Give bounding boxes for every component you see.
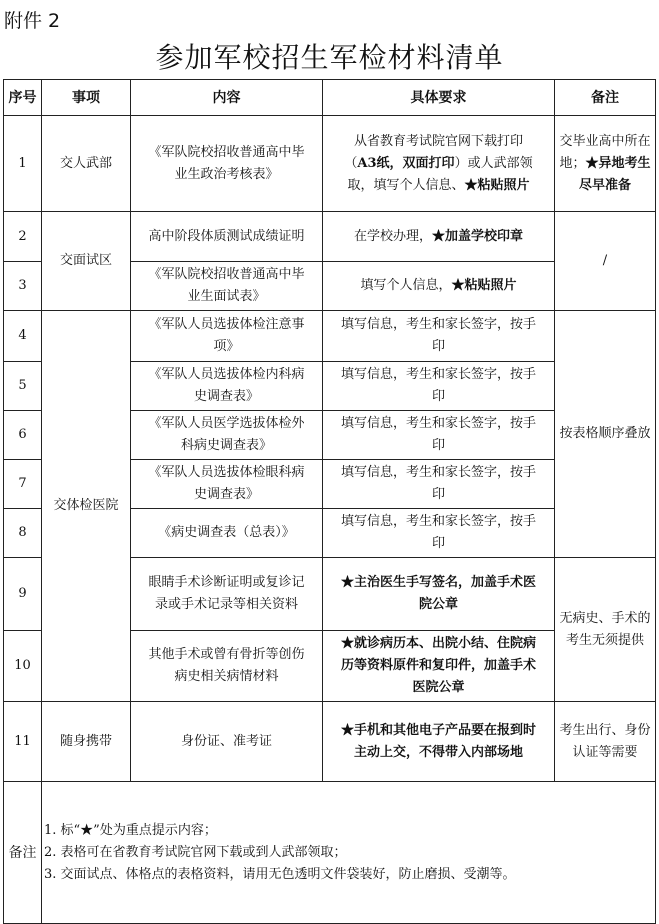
notes-label: 备注 bbox=[4, 782, 42, 924]
remark-cell: 无病史、手术的考生无须提供 bbox=[555, 558, 656, 702]
content-cell: 其他手术或曾有骨折等创伤病史相关病情材料 bbox=[131, 631, 323, 702]
requirement-text: ）或人武部领取，填写个人信息、 bbox=[347, 155, 533, 193]
row-number: 4 bbox=[4, 311, 42, 362]
content-cell: 《军队人员选拔体检眼科病史调查表》 bbox=[131, 460, 323, 509]
requirement-cell bbox=[323, 212, 555, 262]
remark-cell: / bbox=[555, 212, 656, 311]
requirement-cell: 填写信息，考生和家长签字，按手印 bbox=[323, 362, 555, 411]
requirement-text: 在学校办理， bbox=[353, 228, 432, 244]
row-number: 6 bbox=[4, 411, 42, 460]
table-row bbox=[4, 702, 656, 782]
content-cell: 《军队人员选拔体检注意事项》 bbox=[131, 311, 323, 362]
table-header-row bbox=[4, 80, 656, 116]
requirement-highlight: A3纸，双面打印 bbox=[357, 155, 455, 171]
row-number: 8 bbox=[4, 509, 42, 558]
table-row bbox=[4, 212, 656, 262]
requirement-highlight: ★粘贴照片 bbox=[464, 177, 530, 193]
note-item: 3. 交面试点、体格点的表格资料，请用无色透明文件袋装好，防止磨损、受潮等。 bbox=[44, 866, 516, 882]
requirement-cell: ★手机和其他电子产品要在报到时主动上交，不得带入内部场地 bbox=[323, 702, 555, 782]
remark-highlight: ★异地考生尽早准备 bbox=[578, 155, 651, 193]
row-number: 10 bbox=[4, 631, 42, 702]
requirement-cell bbox=[323, 262, 555, 311]
remark-cell bbox=[555, 116, 656, 212]
group-submit-armed-forces: 交人武部 bbox=[42, 116, 131, 212]
content-cell: 《军队人员医学选拔体检外科病史调查表》 bbox=[131, 411, 323, 460]
content-cell: 《军队人员选拔体检内科病史调查表》 bbox=[131, 362, 323, 411]
content-cell: 身份证、准考证 bbox=[131, 702, 323, 782]
content-cell: 高中阶段体质测试成绩证明 bbox=[131, 212, 323, 262]
header-requirement: 具体要求 bbox=[323, 80, 555, 116]
group-submit-interview: 交面试区 bbox=[42, 212, 131, 311]
attachment-label: 附件 2 bbox=[4, 10, 61, 32]
note-item: 2. 表格可在省教育考试院官网下载或到人武部领取； bbox=[44, 844, 347, 860]
content-cell: 《军队院校招收普通高中毕业生面试表》 bbox=[131, 262, 323, 311]
requirement-text: 填写个人信息， bbox=[360, 278, 452, 293]
group-submit-hospital: 交体检医院 bbox=[42, 311, 131, 702]
requirement-cell: 填写信息，考生和家长签字，按手印 bbox=[323, 460, 555, 509]
requirement-cell: ★就诊病历本、出院小结、住院病历等资料原件和复印件，加盖手术医院公章 bbox=[323, 631, 555, 702]
requirement-cell bbox=[323, 116, 555, 212]
header-remark: 备注 bbox=[555, 80, 656, 116]
content-cell: 眼睛手术诊断证明或复诊记录或手术记录等相关资料 bbox=[131, 558, 323, 631]
remark-text: 交毕业高中所在地； bbox=[559, 133, 651, 171]
table-row bbox=[4, 311, 656, 362]
header-content: 内容 bbox=[131, 80, 323, 116]
group-carry-with: 随身携带 bbox=[42, 702, 131, 782]
row-number: 1 bbox=[4, 116, 42, 212]
requirement-highlight: ★加盖学校印章 bbox=[432, 228, 524, 244]
materials-table bbox=[3, 79, 656, 924]
notes-row bbox=[4, 782, 656, 924]
document-title: 参加军校招生军检材料清单 bbox=[155, 41, 504, 74]
row-number: 7 bbox=[4, 460, 42, 509]
content-cell: 《军队院校招收普通高中毕业生政治考核表》 bbox=[131, 116, 323, 212]
requirement-cell: 填写信息，考生和家长签字，按手印 bbox=[323, 411, 555, 460]
requirement-cell: ★主治医生手写签名，加盖手术医院公章 bbox=[323, 558, 555, 631]
remark-cell: 考生出行、身份认证等需要 bbox=[555, 702, 656, 782]
row-number: 2 bbox=[4, 212, 42, 262]
row-number: 11 bbox=[4, 702, 42, 782]
content-cell: 《病史调查表（总表）》 bbox=[131, 509, 323, 558]
remark-cell: 按表格顺序叠放 bbox=[555, 311, 656, 558]
table-row bbox=[4, 116, 656, 212]
note-item: 1. 标“★”处为重点提示内容； bbox=[44, 822, 217, 838]
header-item: 事项 bbox=[42, 80, 131, 116]
requirement-cell: 填写信息，考生和家长签字，按手印 bbox=[323, 509, 555, 558]
requirement-highlight: ★粘贴照片 bbox=[451, 278, 517, 293]
row-number: 9 bbox=[4, 558, 42, 631]
requirement-cell: 填写信息，考生和家长签字，按手印 bbox=[323, 311, 555, 362]
row-number: 5 bbox=[4, 362, 42, 411]
header-no: 序号 bbox=[4, 80, 42, 116]
row-number: 3 bbox=[4, 262, 42, 311]
notes-cell bbox=[42, 782, 656, 924]
requirement-text: 从省教育考试院官网下载打印（ bbox=[344, 133, 523, 171]
